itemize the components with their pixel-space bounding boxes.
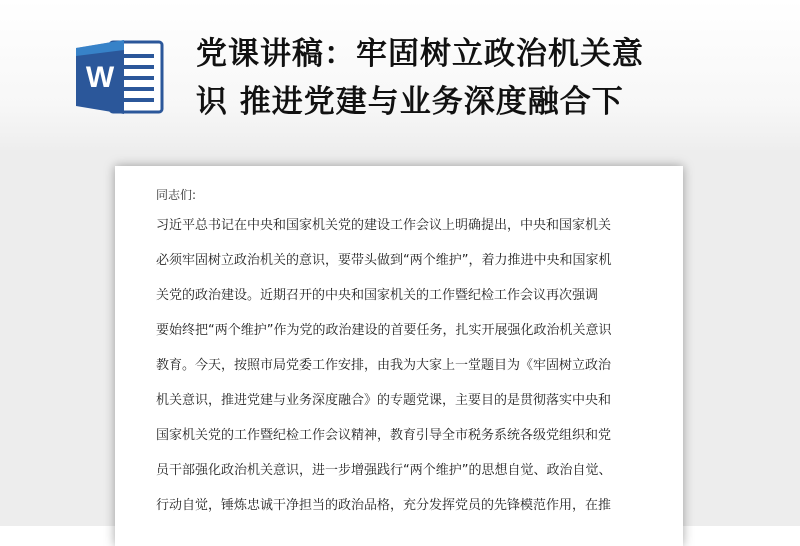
body-line: 员干部强化政治机关意识，进一步增强践行“两个维护”的思想自觉、政治自觉、	[156, 463, 612, 478]
title-line-2: 识 推进党建与业务深度融合下	[196, 84, 624, 120]
body-line: 习近平总书记在中央和国家机关党的建设工作会议上明确提出，中央和国家机关	[156, 218, 612, 233]
body-line: 机关意识，推进党建与业务深度融合》的专题党课，主要目的是贯彻落实中央和	[156, 393, 612, 408]
body-line: 关党的政治建设。近期召开的中央和国家机关的工作暨纪检工作会议再次强调	[156, 288, 599, 303]
word-document-icon	[74, 38, 166, 116]
document-page	[115, 166, 683, 546]
body-text	[156, 208, 656, 523]
body-line: 要始终把“两个维护”作为党的政治建设的首要任务，扎实开展强化政治机关意识	[156, 323, 612, 338]
body-line: 国家机关党的工作暨纪检工作会议精神，教育引导全市税务系统各级党组织和党	[156, 428, 612, 443]
greeting: 同志们:	[156, 188, 197, 202]
body-line: 必须牢固树立政治机关的意识，要带头做到“两个维护”，着力推进中央和国家机	[156, 253, 612, 268]
body-line: 行动自觉，锤炼忠诚干净担当的政治品格，充分发挥党员的先锋模范作用，在推	[156, 498, 612, 513]
header-banner	[0, 0, 800, 150]
title-line-1: 党课讲稿：牢固树立政治机关意	[196, 36, 644, 72]
body-line: 教育。今天，按照市局党委工作安排，由我为大家上一堂题目为《牢固树立政治	[156, 358, 612, 373]
page-title	[196, 30, 756, 126]
word-icon-letter: W	[85, 61, 115, 94]
